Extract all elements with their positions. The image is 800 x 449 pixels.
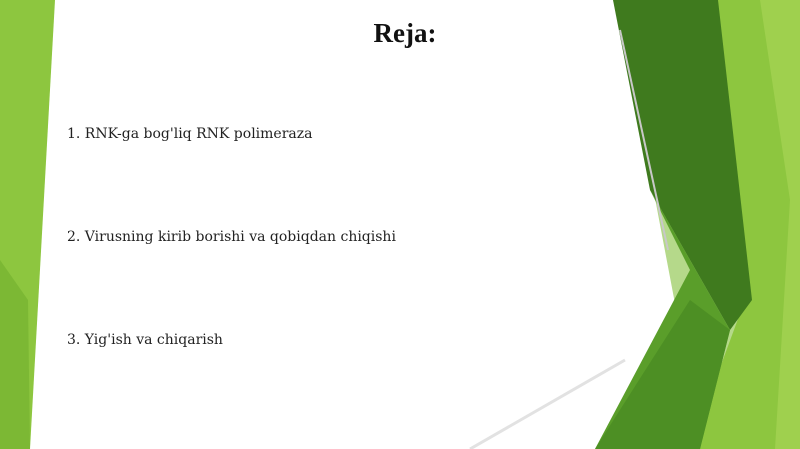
gray-line-2 [470,360,625,449]
list-item: 1. RNK-ga bog'liq RNK polimeraza [67,126,313,142]
list-item: 3. Yig'ish va chiqarish [67,332,223,348]
list-item: 2. Virusning kirib borishi va qobiqdan chiqishi [67,229,396,245]
slide-title: Reja: [373,18,437,48]
